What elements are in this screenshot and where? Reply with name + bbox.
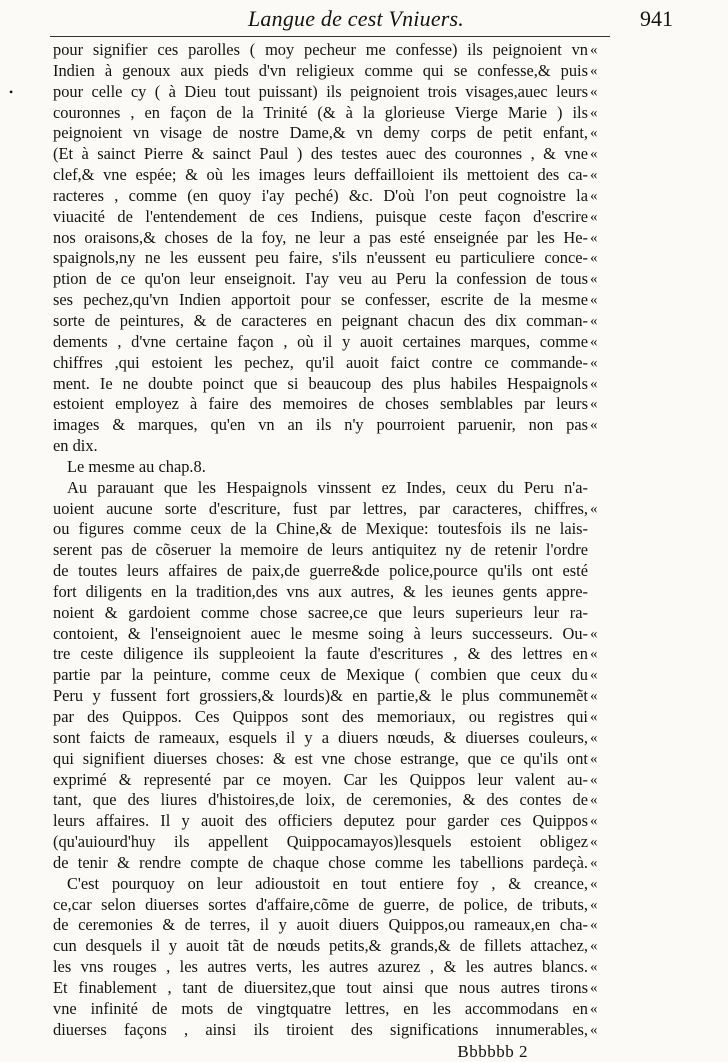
quote-mark: « — [590, 207, 610, 228]
text-line: pour celle cy ( à Dieu tout puissant) ils peignoient trois visages,auec leurs — [53, 82, 588, 103]
quote-mark: « — [590, 895, 610, 916]
page-number: 941 — [640, 6, 673, 32]
text-line: les vns rouges , les autres verts, les autres azurez , & les autres blancs. — [53, 957, 588, 978]
body-text — [53, 40, 588, 1062]
text-line: vne infinité de mots de vingtquatre lettres, en les accommodans en — [53, 999, 588, 1020]
quote-mark: « — [590, 269, 610, 290]
text-line: fort diligents en la tradition,des vns aux autres, & les ieunes gents appre- — [53, 582, 588, 603]
text-line: Au parauant que les Hespaignols vinssent ez Indes, ceux du Peru n'a- — [53, 478, 588, 499]
quote-mark — [590, 478, 610, 499]
quote-mark: « — [590, 144, 610, 165]
text-line: (qu'auiourd'huy ils appellent Quippocamayos)lesquels estoient obligez — [53, 832, 588, 853]
quote-mark: « — [590, 915, 610, 936]
text-line: tre ceste diligence ils suppleoient la faute d'escritures , & des lettres en — [53, 644, 588, 665]
text-line: noient & gardoient comme chose sacree,ce que leurs superieurs leur ra- — [53, 603, 588, 624]
text-line: partie par la peinture, comme ceux de Mexique ( combien que ceux du — [53, 665, 588, 686]
text-line: serent pas de cõseruer la memoire de leurs antiquitez ny de retenir l'ordre — [53, 540, 588, 561]
text-line: ment. Ie ne doubte poinct que si beaucoup des plus habiles Hespaignols — [53, 374, 588, 395]
quote-mark: « — [590, 82, 610, 103]
quote-mark: « — [590, 123, 610, 144]
quote-mark: « — [590, 624, 610, 645]
quote-mark: « — [590, 644, 610, 665]
section-heading: Le mesme au chap.8. — [53, 457, 588, 478]
text-line: en dix. — [53, 436, 588, 457]
text-line: de tenir & rendre compte de chaque chose comme les tabellions pardeçà. — [53, 853, 588, 874]
text-line: racteres , comme (en quoy i'ay peché) &c. D'où l'on peut cognoistre la — [53, 186, 588, 207]
quote-mark: « — [590, 374, 610, 395]
quote-mark: « — [590, 853, 610, 874]
quote-mark: « — [590, 103, 610, 124]
text-line: viuacité de l'entendement de ces Indiens, puisque ceste façon d'escrire — [53, 207, 588, 228]
quote-mark: « — [590, 248, 610, 269]
quote-mark — [590, 519, 610, 540]
quote-mark: « — [590, 665, 610, 686]
quote-mark — [590, 540, 610, 561]
quote-mark: « — [590, 61, 610, 82]
text-line: peignoient vn visage de nostre Dame,& vn demy corps de petit enfant, — [53, 123, 588, 144]
quote-mark: « — [590, 186, 610, 207]
quote-mark: « — [590, 749, 610, 770]
quote-mark: « — [590, 499, 610, 520]
quote-mark: « — [590, 415, 610, 436]
margin-quote-marks — [590, 40, 610, 1041]
quote-mark: « — [590, 770, 610, 791]
text-line: estoient employez à faire des memoires de choses semblables par leurs — [53, 394, 588, 415]
quote-mark: « — [590, 728, 610, 749]
quote-mark: « — [590, 957, 610, 978]
quote-mark: « — [590, 686, 610, 707]
quote-mark: « — [590, 228, 610, 249]
text-line: Indien à genoux aux pieds d'vn religieux comme qui se confesse,& puis — [53, 61, 588, 82]
quote-mark — [590, 457, 610, 478]
text-line: de toutes leurs affaires de paix,de guerre&de police,pource qu'ils ont esté — [53, 561, 588, 582]
quote-mark: « — [590, 332, 610, 353]
quote-mark — [590, 436, 610, 457]
quote-mark: « — [590, 790, 610, 811]
quote-mark: « — [590, 811, 610, 832]
quote-mark — [590, 582, 610, 603]
margin-bullet: • — [9, 85, 13, 100]
text-line: couronnes , en façon de la Trinité (& à la glorieuse Vierge Marie ) ils — [53, 103, 588, 124]
text-line: qui signifient diuerses choses: & est vne chose estrange, que ce qu'ils ont — [53, 749, 588, 770]
header-rule — [50, 36, 610, 37]
text-line: (Et à sainct Pierre & sainct Paul ) des testes auec des couronnes , & vne — [53, 144, 588, 165]
text-line: leurs affaires. Il y auoit des officiers deputez pour garder ces Quippos — [53, 811, 588, 832]
quote-mark: « — [590, 936, 610, 957]
text-line: images & marques, qu'en vn an ils n'y pourroient paruenir, non pas — [53, 415, 588, 436]
quote-mark: « — [590, 1020, 610, 1041]
quote-mark: « — [590, 832, 610, 853]
text-line: sorte de peintures, & de caracteres en peignant chacun des dix comman- — [53, 311, 588, 332]
quote-mark: « — [590, 311, 610, 332]
quote-mark: « — [590, 394, 610, 415]
quote-mark: « — [590, 978, 610, 999]
text-line: C'est pourquoy on leur adioustoit en tout entiere foy , & creance, — [53, 874, 588, 895]
catchword: Bbbbbb 2 — [53, 1042, 588, 1062]
text-line: diuerses façons , ainsi ils tiroient des significations innumerables, — [53, 1020, 588, 1041]
quote-mark: « — [590, 165, 610, 186]
text-line: contoient, & l'enseignoient auec le mesme soing à leurs successeurs. Ou- — [53, 624, 588, 645]
text-line: ou figures comme ceux de la Chine,& de Mexique: toutesfois ils ne lais- — [53, 519, 588, 540]
text-line: ses pechez,qu'vn Indien apportoit pour se confesser, escrite de la mesme — [53, 290, 588, 311]
text-line: uoient aucune sorte d'escriture, fust par lettres, par caracteres, chiffres, — [53, 499, 588, 520]
text-line: nos oraisons,& choses de la foy, ne leur a pas esté enseignée par les He- — [53, 228, 588, 249]
text-line: sont faicts de rameaux, esquels il y a diuers nœuds, & diuerses couleurs, — [53, 728, 588, 749]
text-line: ce,car selon diuerses sortes d'affaire,cõme de guerre, de police, de tributs, — [53, 895, 588, 916]
quote-mark — [590, 561, 610, 582]
quote-mark: « — [590, 874, 610, 895]
text-line: spaignols,ny ne les eussent peu faire, s'ils n'eussent eu particuliere conce- — [53, 248, 588, 269]
text-line: pour signifier ces parolles ( moy pecheur me confesse) ils peignoient vn — [53, 40, 588, 61]
quote-mark: « — [590, 353, 610, 374]
quote-mark — [590, 603, 610, 624]
running-title: Langue de cest Vniuers. — [248, 6, 464, 32]
text-line: dements , d'vne certaine façon , où il y auoit certaines marques, comme — [53, 332, 588, 353]
text-line: Et finablement , tant de diuersitez,que tout ainsi que nous autres tirons — [53, 978, 588, 999]
text-line: par des Quippos. Ces Quippos sont des memoriaux, ou registres qui — [53, 707, 588, 728]
quote-mark: « — [590, 290, 610, 311]
text-line: de ceremonies & de terres, il y auoit diuers Quippos,ou rameaux,en cha- — [53, 915, 588, 936]
text-line: clef,& vne espée; & où les images leurs deffailloient ils mettoient des ca- — [53, 165, 588, 186]
quote-mark: « — [590, 40, 610, 61]
page-header — [0, 6, 728, 36]
text-line: chiffres ,qui estoient les pechez, qu'il auoit faict contre ce commande- — [53, 353, 588, 374]
text-line: exprimé & representé par ce moyen. Car les Quippos leur valent au- — [53, 770, 588, 791]
text-line: cun desquels il y auoit tãt de nœuds petits,& grands,& de fillets attachez, — [53, 936, 588, 957]
text-line: ption de ce qu'on leur enseignoit. I'ay veu au Peru la confession de tous — [53, 269, 588, 290]
text-line: Peru y fussent fort grossiers,& lourds)& en partie,& le plus communemẽt — [53, 686, 588, 707]
text-line: tant, que des liures d'histoires,de loix, de ceremonies, & des contes de — [53, 790, 588, 811]
quote-mark: « — [590, 999, 610, 1020]
quote-mark: « — [590, 707, 610, 728]
